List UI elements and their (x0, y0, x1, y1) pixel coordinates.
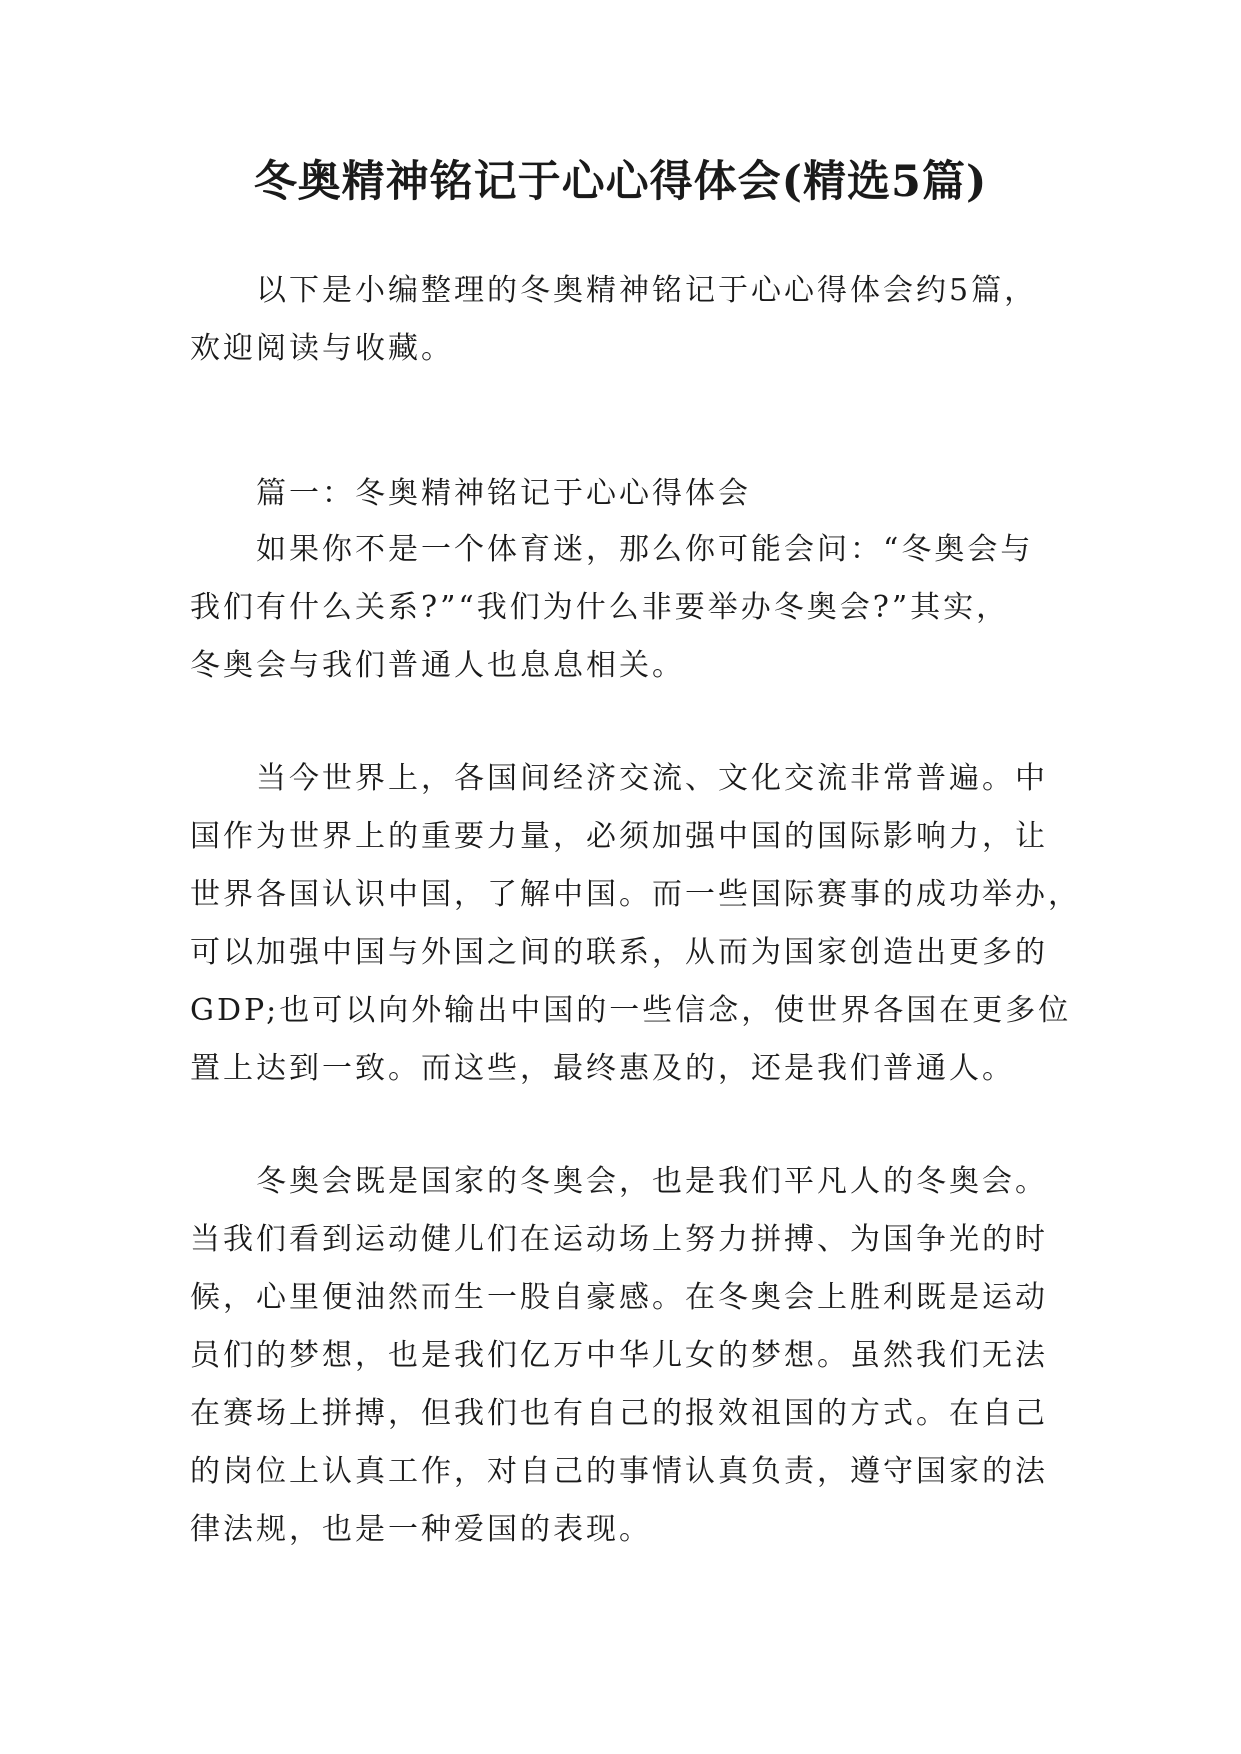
document-title: 冬奥精神铭记于心心得体会(精选5篇) (253, 157, 988, 207)
paragraph-line: GDP;也可以向外输出中国的一些信念，使世界各国在更多位 (190, 993, 1072, 1028)
paragraph-line: 置上达到一致。而这些，最终惠及的，还是我们普通人。 (190, 1051, 1015, 1086)
paragraph-line: 候，心里便油然而生一股自豪感。在冬奥会上胜利既是运动 (190, 1280, 1048, 1315)
paragraph-line: 的岗位上认真工作，对自己的事情认真负责，遵守国家的法 (190, 1454, 1048, 1489)
section-heading: 篇一：冬奥精神铭记于心心得体会 (256, 476, 751, 511)
intro-paragraph (190, 262, 1070, 378)
paragraph-1 (190, 521, 1070, 695)
paragraph-line: 如果你不是一个体育迷，那么你可能会问：“冬奥会与 (256, 532, 1034, 567)
paragraph-2 (190, 750, 1081, 1098)
paragraph-line: 当今世界上，各国间经济交流、文化交流非常普遍。中 (256, 761, 1048, 796)
paragraph-line: 我们有什么关系?”“我们为什么非要举办冬奥会?”其实， (190, 590, 1010, 625)
paragraph-line: 冬奥会与我们普通人也息息相关。 (190, 648, 685, 683)
paragraph-line: 当我们看到运动健儿们在运动场上努力拼搏、为国争光的时 (190, 1222, 1048, 1257)
intro-line: 欢迎阅读与收藏。 (190, 331, 454, 366)
paragraph-line: 冬奥会既是国家的冬奥会，也是我们平凡人的冬奥会。 (256, 1164, 1048, 1199)
paragraph-3 (190, 1153, 1070, 1559)
paragraph-line: 可以加强中国与外国之间的联系，从而为国家创造出更多的 (190, 935, 1048, 970)
paragraph-line: 律法规，也是一种爱国的表现。 (190, 1512, 652, 1547)
paragraph-line: 国作为世界上的重要力量，必须加强中国的国际影响力，让 (190, 819, 1048, 854)
section-heading-block (190, 465, 1070, 523)
paragraph-line: 在赛场上拼搏，但我们也有自己的报效祖国的方式。在自己 (190, 1396, 1048, 1431)
paragraph-line: 世界各国认识中国，了解中国。而一些国际赛事的成功举办， (190, 877, 1081, 912)
intro-line: 以下是小编整理的冬奥精神铭记于心心得体会约5篇， (256, 273, 1038, 308)
paragraph-line: 员们的梦想，也是我们亿万中华儿女的梦想。虽然我们无法 (190, 1338, 1048, 1373)
